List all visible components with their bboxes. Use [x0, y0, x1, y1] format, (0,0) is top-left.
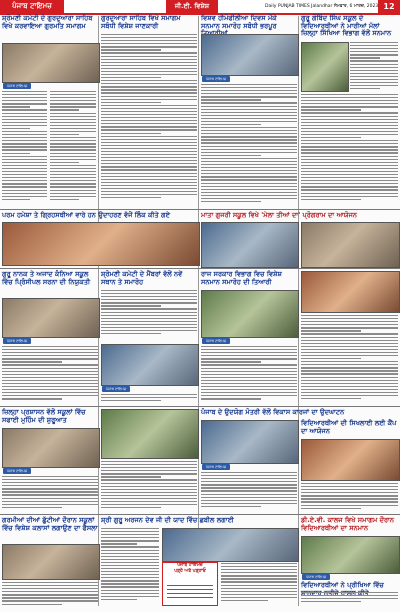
article-body: [2, 91, 47, 207]
news-photo: [201, 34, 299, 76]
article-body: [350, 42, 398, 92]
page-number: 12: [378, 0, 400, 13]
headline-c4-d: ਵਿਦਿਆਰਥੀਆਂ ਨੇ ਪ੍ਰੀਖਿਆ ਵਿੱਚ: [301, 581, 384, 589]
news-photo: [301, 439, 400, 481]
news-photo: [2, 222, 200, 266]
headline-c34-c: ਪੰਜਾਬ ਦੇ ਉਦਯੋਗ ਮੰਤਰੀ ਵੱਲੋਂ ਵਿਕਾਸ ਕਾਰਜਾਂ ਦਾ ਉਦਘਾਟਨ: [201, 408, 345, 416]
article-body: [2, 582, 98, 606]
news-photo: [201, 222, 299, 268]
headline-c3-b: ਰਾਜ ਸਰਕਾਰ ਵਿਭਾਗ ਵਿਚ ਵਿਸ਼ੇਸ਼ ਸਨਮਾਨ ਸਮਾਰੋਹ ਦੀ ਤਿਆਰੀ: [201, 270, 282, 286]
article-body: [2, 346, 98, 404]
article-body: [201, 84, 297, 207]
headline-c2-b: ਸ਼੍ਰੋਮਣੀ ਕਮੇਟੀ ਦੇ ਮੈਂਬਰਾਂ ਵੱਲੋਂ ਨਵੇਂ ਸਥਾਨ ਤੇ ਸਮਾਰੋਹ: [101, 270, 183, 286]
headline-c1-c: ਜ਼ਿਲ੍ਹਾ ਪ੍ਰਸ਼ਾਸਨ ਵੱਲੋਂ ਸਕੂਲਾਂ ਵਿੱਚ ਸਫਾਈ ਮੁਹਿੰਮ ਦੀ ਸ਼ੁਰੂਆਤ: [2, 408, 86, 424]
headline-c1-d: ਗਰਮੀਆਂ ਦੀਆਂ ਛੁੱਟੀਆਂ ਦੌਰਾਨ ਸਕੂਲਾਂ ਵਿੱਚ ਵਿਸ਼ੇਸ਼ ਕਲਾਸਾਂ ਲਗਾਉਣ ਦਾ ਫੈਸਲਾ: [2, 516, 98, 532]
news-photo: [101, 409, 199, 459]
promo-details: [167, 585, 213, 601]
news-photo: [2, 544, 100, 580]
promo-line-2: ਪੜ੍ਹੋ ਅਤੇ ਪੜ੍ਹਾਓ: [174, 568, 206, 574]
headline-c3-top: ਵਿਸ਼ਵ ਹੀਮੋਫੀਲੀਆ ਦਿਵਸ ਮੌਕੇ ਸਨਮਾਨ ਸਮਾਰੋਹ ਸਬੰਧੀ ਭਰਪੂਰ: [201, 14, 277, 30]
promo-line-1: ਪੰਜਾਬ ਟਾਇਮਜ਼: [177, 563, 203, 568]
news-photo: [101, 344, 199, 386]
section-divider: [0, 268, 400, 269]
headline-c1-top: ਸ਼੍ਰੋਮਣੀ ਕਮੇਟੀ ਦੇ ਗੁਰਦੁਆਰਾ ਸਾਹਿਬ ਵਿਖੇ ਕਰਵਾਇਆ ਗੁਰਮਤਿ ਸਮਾਗਮ: [2, 14, 93, 30]
headline-c1-b: ਗੁਰੂ ਨਾਨਕ ਤੇ ਅਜਾਦ ਕੰਨਿਆ ਸਕੂਲ ਵਿੱਚ ਪ੍ਰਿੰਸੀਪਲ ਸਰਨਾ ਦੀ ਨਿਯੁਕਤੀ: [2, 270, 91, 286]
section-title: ਪੰਜਾਬ ਟਾਇਮਜ਼: [0, 0, 64, 13]
headline-c34-d: ਡੀ.ਏ.ਵੀ. ਕਾਲਜ ਵਿਖੇ ਸਮਾਗਮ ਦੌਰਾਨ ਵਿਦਿਆਰਥੀਆਂ ਦਾ ਸਨਮਾਨ: [301, 516, 395, 532]
news-photo: [2, 298, 100, 338]
date-line: Daily PUNJAB TIMES Jalandhar ਸੋਮਵਾਰ, 6 ਮਾਰਚ, 2023: [265, 4, 379, 9]
news-photo: [201, 290, 299, 338]
article-body: [301, 94, 398, 207]
section-divider: [0, 406, 400, 407]
byline-badge: ਪੰਜਾਬ ਟਾਇਮਜ਼: [102, 386, 130, 392]
article-body: [201, 472, 297, 512]
news-photo: [301, 271, 400, 313]
article-body: [201, 346, 297, 404]
headline-c34-mid: ਮਾਤਾ ਗੁਜਰੀ ਸਕੂਲ ਵਿਖੇ 'ਮੇਲਾ ਤੀਆਂ ਦਾ' ਪ੍ਰੋਗਰਾਮ ਦਾ ਆਯੋਜਨ: [201, 211, 358, 219]
article-body: [101, 394, 197, 404]
section-divider: [0, 514, 400, 515]
article-body: [101, 34, 197, 207]
headline-c4-top: ਗੁਰੂ ਗੋਬਿੰਦ ਸਿੰਘ ਸਕੂਲ ਦੇ ਵਿਦਿਆਰਥੀਆਂ ਨੇ ਮਾਰੀਆਂ ਮੱਲਾਂ ਜ਼ਿਲ੍ਹਾ ਸਿੱਖਿਆ ਵਿਭਾਗ ਵੱਲੋਂ ਸਨਮਾਨ: [301, 14, 392, 38]
promo-box: [162, 562, 218, 606]
headline-c4-c: ਵਿਦਿਆਰਥੀਆਂ ਦੀ ਸਿਖਲਾਈ ਲਈ ਕੈਂਪ ਦਾ ਆਯੋਜਨ: [301, 419, 397, 435]
news-photo: [2, 428, 100, 468]
article-body: [301, 483, 398, 512]
byline-badge: ਪੰਜਾਬ ਟਾਇਮਜ਼: [3, 83, 31, 89]
news-photo: [301, 536, 400, 574]
article-body: [301, 315, 398, 404]
news-photo: [301, 42, 349, 92]
byline-badge: ਪੰਜਾਬ ਟਾਇਮਜ਼: [202, 338, 230, 344]
masthead: [0, 0, 400, 15]
byline-badge: ਪੰਜਾਬ ਟਾਇਮਜ਼: [302, 574, 330, 580]
article-body: [50, 91, 96, 207]
news-photo: [201, 420, 299, 464]
article-body: [2, 476, 98, 512]
byline-badge: ਪੰਜਾਬ ਟਾਇਮਜ਼: [202, 76, 230, 82]
news-photo: [301, 222, 400, 268]
byline-badge: ਪੰਜਾਬ ਟਾਇਮਜ਼: [202, 464, 230, 470]
article-body: [101, 528, 159, 606]
news-photo: [162, 528, 299, 562]
byline-badge: ਪੰਜਾਬ ਟਾਇਮਜ਼: [3, 468, 31, 474]
headline-c23-d: ਸ਼੍ਰੀ ਗੁਰੂ ਅਰਜਨ ਦੇਵ ਜੀ ਦੀ ਯਾਦ ਵਿੱਚ ਛਬੀਲ ਲਗਾਈ: [101, 516, 234, 524]
article-body: [101, 290, 197, 340]
center-label: ਜੀ.ਈ. ਵਿਸ਼ੇਸ਼: [166, 0, 218, 13]
news-photo: [2, 43, 100, 83]
headline-c12-mid: ਪਰਮ ਹਮੇਸ਼ਾ ਤੇ ਗ੍ਰਿਹਸਥੀਆਂ ਵਾਰੇ ਹਨ ਉਦਾਹਰਣ ਵੱਜੋਂ ਲਿੰਕ ਕੀਤੇ ਗਏ: [2, 211, 171, 219]
article-body: [301, 592, 398, 606]
headline-c2-top: ਗੁਰਦੁਆਰਾ ਸਾਹਿਬ ਵਿਖੇ ਸਮਾਗਮ ਸਬੰਧੀ ਵਿਸ਼ੇਸ਼ ਜਾਣਕਾਰੀ: [101, 14, 181, 30]
article-body: [221, 563, 297, 606]
byline-badge: ਪੰਜਾਬ ਟਾਇਮਜ਼: [3, 338, 31, 344]
section-divider: [0, 209, 400, 210]
article-body: [101, 461, 197, 512]
